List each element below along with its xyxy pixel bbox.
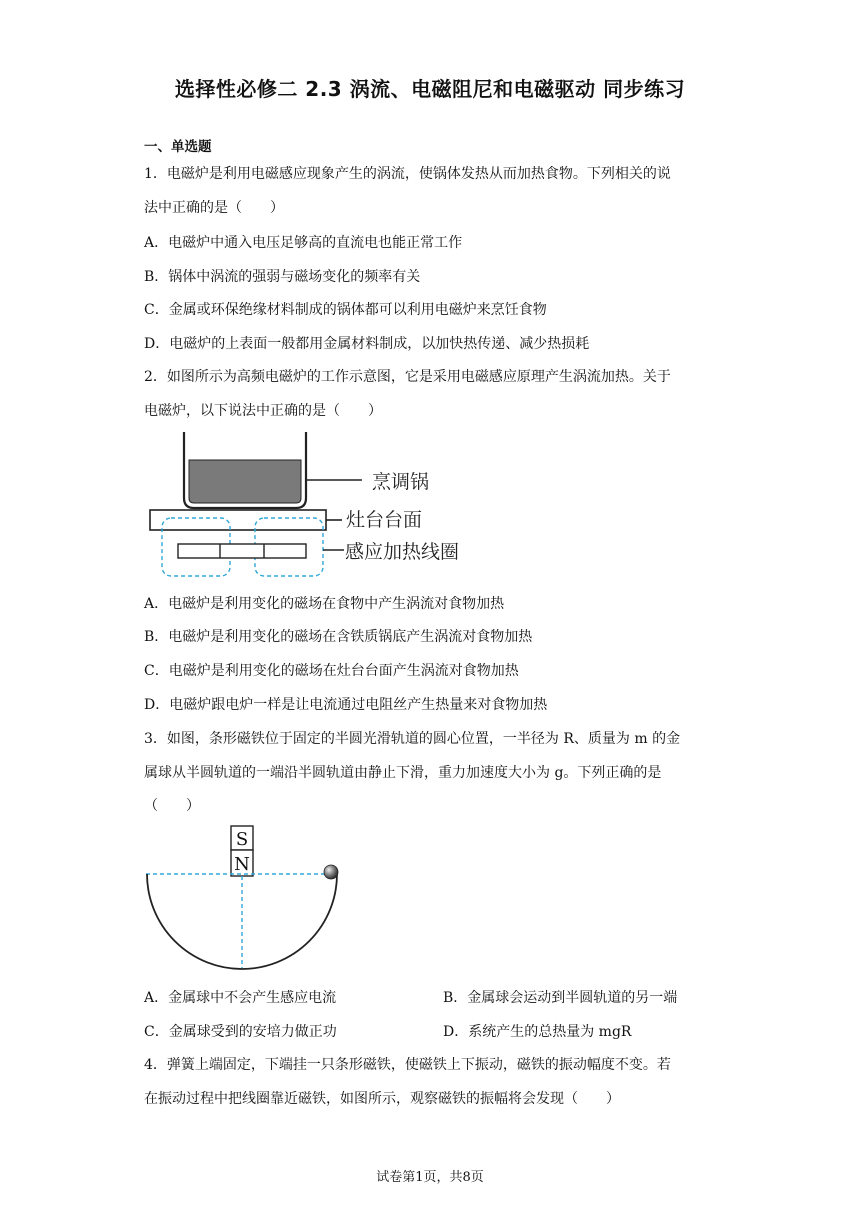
q4-stem-line-1: 4．弹簧上端固定，下端挂一只条形磁铁，使磁铁上下振动，磁铁的振动幅度不变。若: [144, 1057, 671, 1073]
q2-option-d: D．电磁炉跟电炉一样是让电流通过电阻丝产生热量来对食物加热: [144, 697, 548, 713]
pot-food: [189, 460, 301, 503]
q3-option-b: B．金属球会运动到半圆轨道的另一端: [443, 990, 678, 1006]
q1-option-c: C．金属或环保绝缘材料制成的锅体都可以利用电磁炉来烹饪食物: [144, 302, 547, 318]
q2-option-a: A．电磁炉是利用变化的磁场在食物中产生涡流对食物加热: [144, 596, 505, 612]
q1-option-b: B．锅体中涡流的强弱与磁场变化的频率有关: [144, 269, 421, 285]
q2-stem-line-1: 2．如图所示为高频电磁炉的工作示意图，它是采用电磁感应原理产生涡流加热。关于: [144, 369, 671, 385]
q2-option-c: C．电磁炉是利用变化的磁场在灶台台面产生涡流对食物加热: [144, 663, 519, 679]
semicircle-track-diagram: [142, 824, 352, 974]
stove-top: [150, 510, 326, 530]
q3-stem-line-2: 属球从半圆轨道的一端沿半圆轨道由静止下滑，重力加速度大小为 g。下列正确的是: [144, 765, 662, 781]
q1-stem-line-1: 1．电磁炉是利用电磁感应现象产生的涡流，使锅体发热从而加热食物。下列相关的说: [144, 166, 671, 182]
induction-cooker-diagram: [140, 428, 480, 580]
q3-option-a: A．金属球中不会产生感应电流: [144, 990, 337, 1006]
q3-option-d: D．系统产生的总热量为 mgR: [443, 1024, 632, 1040]
q2-option-b: B．电磁炉是利用变化的磁场在含铁质锅底产生涡流对食物加热: [144, 629, 533, 645]
magnet-s-label: S: [235, 829, 249, 850]
section-heading: 一、单选题: [144, 139, 212, 155]
page-footer: 试卷第1页，共8页: [376, 1170, 484, 1185]
q1-stem-line-2: 法中正确的是（ ）: [144, 200, 284, 216]
q2-stem-line-2: 电磁炉，以下说法中正确的是（ ）: [144, 403, 382, 419]
q3-stem-line-1: 3．如图，条形磁铁位于固定的半圆光滑轨道的圆心位置，一半径为 R、质量为 m 的金: [144, 731, 681, 747]
magnet-n-label: N: [234, 854, 250, 875]
label-coil: 感应加热线圈: [345, 541, 460, 563]
q1-option-d: D．电磁炉的上表面一般都用金属材料制成，以加快热传递、减少热损耗: [144, 336, 590, 352]
page-title: 选择性必修二 2.3 涡流、电磁阻尼和电磁驱动 同步练习: [174, 77, 686, 101]
q1-option-a: A．电磁炉中通入电压足够高的直流电也能正常工作: [144, 235, 463, 251]
q4-stem-line-2: 在振动过程中把线圈靠近磁铁，如图所示，观察磁铁的振幅将会发现（ ）: [144, 1091, 620, 1107]
metal-ball: [324, 865, 338, 879]
q3-option-c: C．金属球受到的安培力做正功: [144, 1024, 337, 1040]
q3-stem-line-3: （ ）: [144, 798, 200, 814]
label-pot: 烹调锅: [372, 471, 430, 493]
label-stove-top: 灶台台面: [346, 509, 423, 531]
induction-coil: [178, 544, 306, 558]
